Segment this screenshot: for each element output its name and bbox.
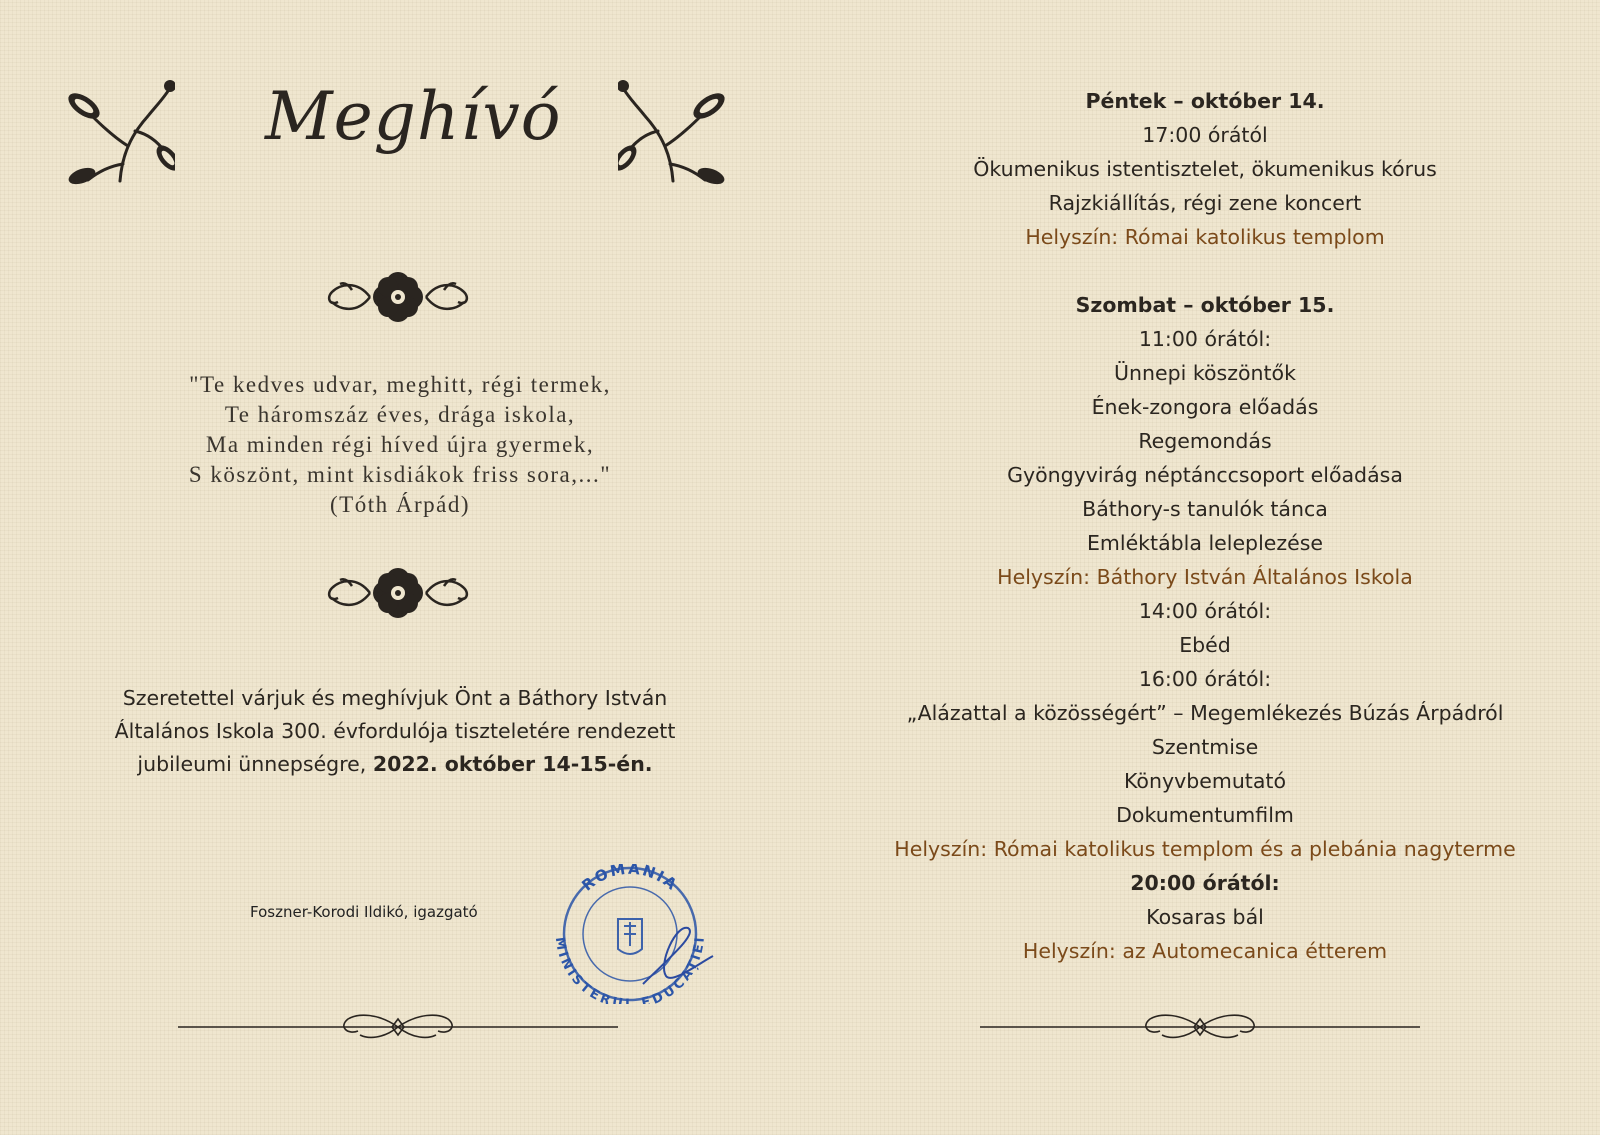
right-divider-ornament [980,1005,1420,1045]
poem-line: Te háromszáz éves, drága iskola, [224,402,576,427]
poem-line: Ma minden régi híved újra gyermek, [205,432,595,457]
time-slot: 17:00 órától [1142,123,1268,147]
poem-line: S köszönt, mint kisdiákok friss sora,..." [188,462,612,487]
event-program [855,84,1555,968]
poem-line: "Te kedves udvar, meghitt, régi termek, [189,372,611,397]
program-item: Könyvbemutató [1124,769,1286,793]
poem-author: (Tóth Árpád) [330,492,470,517]
program-item: Dokumentumfilm [1116,803,1294,827]
floral-flourish-bottom [322,558,474,628]
invitation-line3-text: jubileumi ünnepségre, [137,752,373,776]
location: Helyszín: az Automecanica étterem [1022,939,1388,963]
right-sprig-ornament [618,76,733,186]
left-divider-ornament [178,1005,618,1045]
invitation-text [50,682,740,781]
program-item: Báthory-s tanulók tánca [1082,497,1328,521]
program-item: Kosaras bál [1146,905,1264,929]
program-item: Regemondás [1138,429,1272,453]
invitation-line [50,748,740,781]
time-slot: 11:00 órától: [1138,327,1272,351]
invitation-title: Meghívó [265,78,562,155]
time-slot: 16:00 órától: [1138,667,1272,691]
poem-quote [120,370,680,520]
svg-text:MINISTERUL EDUCAȚIEI [552,936,708,1004]
program-item: Szentmise [1151,735,1259,759]
floral-flourish-top [322,262,474,332]
program-item: Rajzkiállítás, régi zene koncert [1048,191,1362,215]
principal-signature-name: Foszner-Korodi Ildikó, igazgató [250,903,478,921]
location: Helyszín: Római katolikus templom [1025,225,1385,249]
program-item: Ének-zongora előadás [1091,395,1319,419]
program-item: Ökumenikus istentisztelet, ökumenikus kórus [973,157,1437,181]
left-sprig-ornament [60,76,175,186]
invitation-line: Szeretettel várjuk és meghívjuk Önt a Báthory István [122,686,668,710]
day-heading-friday: Péntek – október 14. [1085,89,1325,113]
event-date: 2022. október 14-15-én. [372,752,653,776]
svg-text:ROMÂNIA [578,864,681,895]
time-slot: 20:00 órától: [1130,871,1280,895]
program-item: Gyöngyvirág néptánccsoport előadása [1007,463,1403,487]
stamp-bottom-text: MINISTERU EDUCAȚIEI [551,936,708,1004]
time-slot: 14:00 órától: [1138,599,1272,623]
official-stamp [548,864,718,1004]
program-item: Emléktábla leleplezése [1086,531,1324,555]
stamp-top-text: ROMÂNIA [578,864,682,895]
location: Helyszín: Báthory István Általános Iskola [997,565,1413,589]
location: Helyszín: Római katolikus templom és a plebánia nagyterme [894,837,1516,861]
invitation-line: Általános Iskola 300. évfordulója tiszteletére rendezett [114,719,676,743]
program-item: Ünnepi köszöntők [1114,361,1296,385]
day-heading-saturday: Szombat – október 15. [1075,293,1335,317]
program-item: „Alázattal a közösségért” – Megemlékezés Búzás Árpádról [906,701,1504,725]
program-item: Ebéd [1179,633,1231,657]
